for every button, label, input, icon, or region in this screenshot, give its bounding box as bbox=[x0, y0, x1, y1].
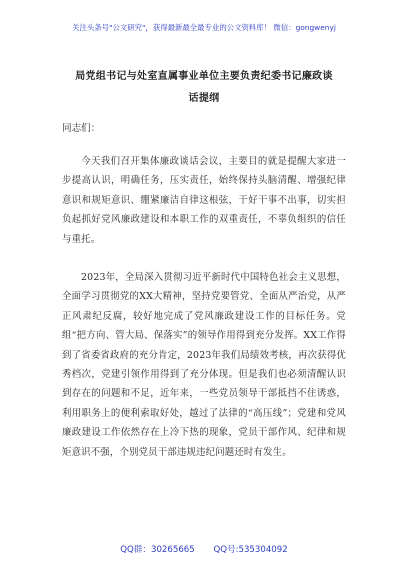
footer-qq-number: QQ号:535304092 bbox=[213, 545, 288, 555]
footer-qq-group: QQ群：30265665 bbox=[120, 545, 195, 555]
header-promo-note: 关注头条号"公文研究"，获得最新最全最专业的公文资料库！ 微信：gongwenyj bbox=[72, 23, 336, 32]
footer-contact bbox=[0, 543, 408, 555]
body-paragraph-1-text: 今天我们召开集体廉政谈话会议，主要目的就是提醒大家进一步提高认识，明确任务，压实责任，始终保持头脑清醒、增强纪律意识和规矩意识、绷紧廉洁自律这根弦，干好干事不出事，切实担负起抓好党风廉政建设和本职工作的双重责任，不辜负组织的信任与重托。 bbox=[62, 156, 346, 245]
salutation: 同志们： bbox=[62, 123, 101, 134]
body-paragraph-1 bbox=[62, 152, 346, 249]
document-title-line-2: 话提纲 bbox=[188, 93, 220, 104]
body-paragraph-2 bbox=[62, 268, 346, 462]
body-paragraph-2-text: 2023年，全局深入贯彻习近平新时代中国特色社会主义思想，全面学习贯彻党的XX大精神，坚持党要管党、全面从严治党，从严正风肃纪反腐，较好地完成了党风廉政建设工作的目标任务。党组“把方向、管大局、保落实”的领导作用得到充分发挥。XX工作得到了省委省政府的充分肯定，2023年我们局绩效考核，再次获得优秀档次，党建引领作用得到了充分体现。但是我们也必须清醒认识到存在的问题和不足，近年来，一些党员领导干部抵挡不住诱惑，利用职务上的便利索取好处，越过了法律的“高压线”；党建和党风廉政建设工作依然存在上冷下热的现象，党员干部作风、纪律和规矩意识不强，个别党员干部违规违纪问题还时有发生。 bbox=[62, 272, 346, 458]
document-title bbox=[40, 66, 368, 110]
document-title-line-1: 局党组书记与处室直属事业单位主要负责纪委书记廉政谈 bbox=[75, 71, 333, 82]
